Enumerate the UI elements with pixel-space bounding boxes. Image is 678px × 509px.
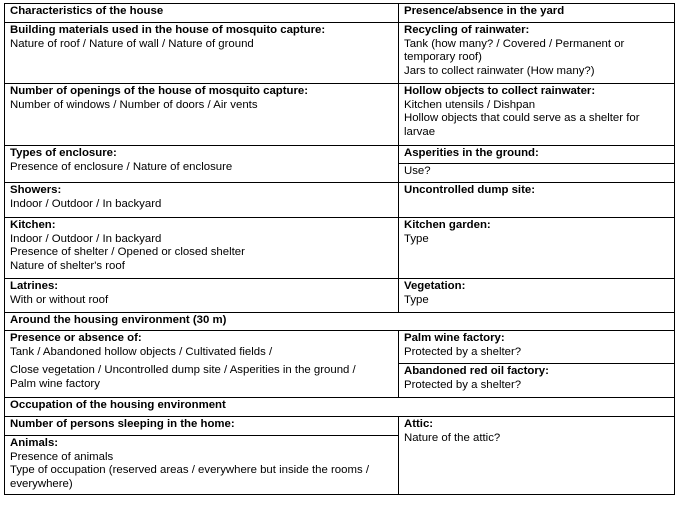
enclosure-detail: Presence of enclosure / Nature of enclosure — [10, 160, 233, 173]
showers-cell — [5, 183, 399, 218]
showers-title: Showers: — [10, 184, 62, 196]
enclosure-title: Types of enclosure: — [10, 147, 117, 159]
presence-line-3: Palm wine factory — [10, 377, 100, 390]
table-row — [5, 279, 675, 313]
header-right: Presence/absence in the yard — [404, 5, 565, 17]
attic-cell — [399, 417, 675, 495]
hollow-objects-line-2: Hollow objects that could serve as a shelter for — [404, 112, 640, 124]
table-row — [5, 146, 675, 164]
openings-title: Number of openings of the house of mosquito capture: — [10, 85, 309, 97]
vegetation-cell — [399, 279, 675, 313]
table-row — [5, 84, 675, 146]
openings-detail: Number of windows / Number of doors / Air vents — [10, 98, 258, 111]
enclosure-cell — [5, 146, 399, 183]
hollow-objects-title: Hollow objects to collect rainwater: — [404, 85, 596, 97]
asperities-cell — [399, 146, 675, 164]
kitchen-line-3: Nature of shelter's roof — [10, 259, 125, 272]
kitchen-cell — [5, 218, 399, 279]
around-section-heading: Around the housing environment (30 m) — [5, 313, 675, 331]
kitchen-garden-detail: Type — [404, 232, 429, 245]
openings-cell — [5, 84, 399, 146]
header-right-cell — [399, 4, 675, 23]
kitchen-garden-title: Kitchen garden: — [404, 219, 491, 231]
red-oil-detail: Protected by a shelter? — [404, 378, 522, 391]
hollow-objects-cell — [399, 84, 675, 146]
recycling-line-3: Jars to collect rainwater (How many?) — [404, 64, 595, 77]
kitchen-line-2: Presence of shelter / Opened or closed shelter — [10, 246, 245, 258]
animals-title: Animals: — [10, 437, 59, 449]
kitchen-title: Kitchen: — [10, 219, 56, 231]
header-left-cell — [5, 4, 399, 23]
kitchen-line-1: Indoor / Outdoor / In backyard — [10, 232, 162, 245]
latrines-title: Latrines: — [10, 280, 59, 292]
asperities-use-cell — [399, 164, 675, 183]
presence-line-1: Tank / Abandoned hollow objects / Cultivated fields / — [10, 345, 273, 358]
section-row — [5, 313, 675, 331]
header-left: Characteristics of the house — [10, 5, 164, 17]
section-row — [5, 398, 675, 417]
table-row — [5, 183, 675, 218]
showers-detail: Indoor / Outdoor / In backyard — [10, 197, 162, 210]
animals-cell — [5, 436, 399, 495]
table-row — [5, 23, 675, 84]
latrines-detail: With or without roof — [10, 293, 109, 306]
characteristics-table — [4, 3, 675, 495]
table-row — [5, 417, 675, 436]
recycling-line-2: temporary roof) — [404, 51, 482, 63]
persons-cell — [5, 417, 399, 436]
recycling-cell — [399, 23, 675, 84]
asperities-use: Use? — [404, 165, 431, 177]
red-oil-title: Abandoned red oil factory: — [404, 365, 549, 377]
presence-line-2: Close vegetation / Uncontrolled dump site / Asperities in the ground / — [10, 364, 356, 376]
occupation-section-heading: Occupation of the housing environment — [5, 398, 675, 417]
recycling-title: Recycling of rainwater: — [404, 24, 530, 36]
palm-wine-title: Palm wine factory: — [404, 332, 505, 344]
palm-wine-cell — [399, 331, 675, 364]
animals-line-2: Type of occupation (reserved areas / everywhere but inside the rooms / — [10, 464, 369, 476]
table-row — [5, 218, 675, 279]
latrines-cell — [5, 279, 399, 313]
animals-line-3: everywhere) — [10, 477, 73, 490]
kitchen-garden-cell — [399, 218, 675, 279]
header-row — [5, 4, 675, 23]
recycling-line-1: Tank (how many? / Covered / Permanent or — [404, 37, 625, 50]
dump-title: Uncontrolled dump site: — [404, 184, 535, 196]
building-materials-detail: Nature of roof / Nature of wall / Nature of ground — [10, 37, 254, 50]
palm-wine-detail: Protected by a shelter? — [404, 345, 522, 358]
dump-cell — [399, 183, 675, 218]
table-row — [5, 331, 675, 364]
building-materials-cell — [5, 23, 399, 84]
building-materials-title: Building materials used in the house of mosquito capture: — [10, 24, 326, 36]
vegetation-title: Vegetation: — [404, 280, 466, 292]
presence-title: Presence or absence of: — [10, 332, 142, 344]
attic-detail: Nature of the attic? — [404, 431, 501, 444]
persons-title: Number of persons sleeping in the home: — [10, 418, 235, 430]
attic-title: Attic: — [404, 418, 434, 430]
hollow-objects-line-1: Kitchen utensils / Dishpan — [404, 98, 536, 111]
hollow-objects-line-3: larvae — [404, 125, 436, 138]
animals-line-1: Presence of animals — [10, 450, 114, 463]
vegetation-detail: Type — [404, 293, 429, 306]
asperities-title: Asperities in the ground: — [404, 147, 539, 159]
presence-cell — [5, 331, 399, 398]
red-oil-cell — [399, 364, 675, 398]
